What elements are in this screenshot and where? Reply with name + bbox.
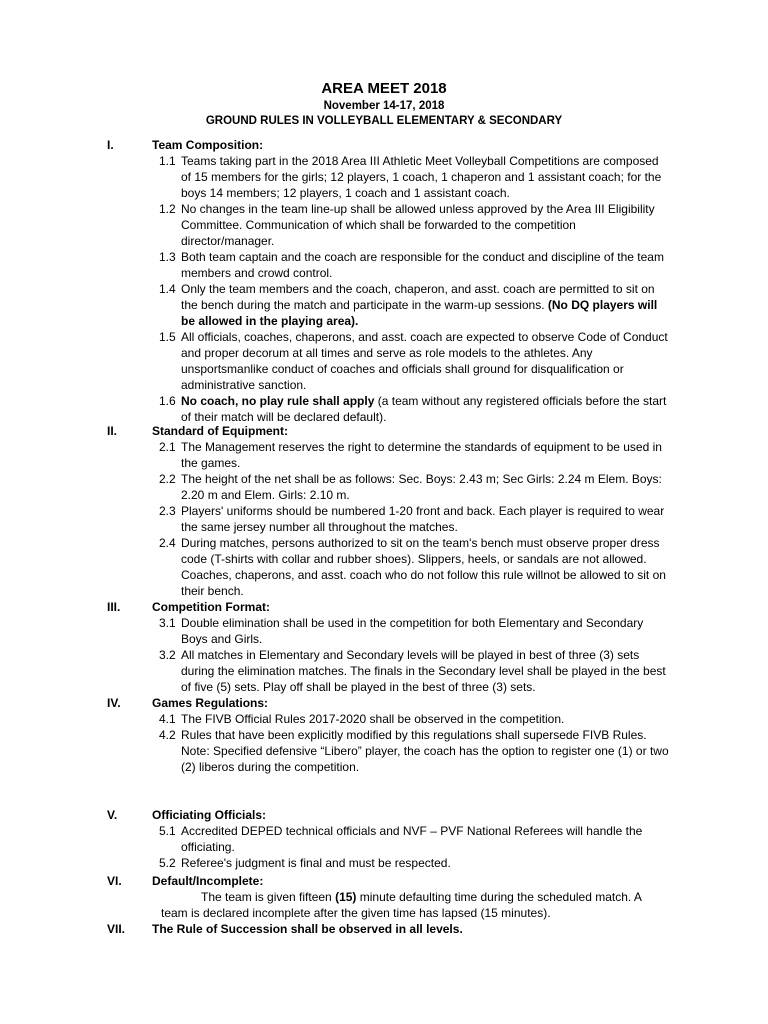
rule-number: 2.1 [159,440,176,454]
rule-item [0,471,671,503]
section-title: The Rule of Succession shall be observed in all levels. [152,922,463,936]
section-number: V. [107,808,118,822]
rule-text-emphasis: No coach, no play rule shall apply [181,394,375,408]
rule-item [0,855,671,871]
section-title: Officiating Officials: [152,808,267,822]
section-heading [0,807,768,823]
rule-number: 3.1 [159,616,176,630]
rule-item [0,439,671,471]
rule-list [0,153,768,425]
section-heading [0,873,768,889]
rule-number: 1.3 [159,250,176,264]
section-number: IV. [107,696,121,710]
rule-item [0,615,671,647]
section-number: I. [107,138,114,152]
rule-text: No changes in the team line-up shall be allowed unless approved by the Area III Eligibility Committee. Communication of which shall be forwarded to the competition director/manager. [181,202,655,248]
section-heading [0,599,768,615]
rule-text: During matches, persons authorized to sit on the team's bench must observe proper dress code (T-shirts with collar and rubber shoes). Slippers, heels, or sandals are not allowed. Coaches, chaperons, and asst. coach who do not follow this rule willnot be allowed to sit on their bench. [181,536,666,598]
rule-number: 1.4 [159,282,176,296]
section-heading [0,695,768,711]
rule-item [0,647,671,695]
rule-number: 3.2 [159,648,176,662]
rule-text: All officials, coaches, chaperons, and asst. coach are expected to observe Code of Conduct and proper decorum at all times and serve as role models to the athletes. Any unsportsmanlike conduct of coaches and officials shall ground for disqualification or administrative sanction. [181,330,668,392]
rule-text: The Management reserves the right to determine the standards of equipment to be used in the games. [181,440,662,470]
rule-list [0,439,768,599]
rule-number: 2.3 [159,504,176,518]
rule-text: The FIVB Official Rules 2017-2020 shall be observed in the competition. [181,712,565,726]
section-title: Default/Incomplete: [152,874,264,888]
paragraph-emphasis: (15) [335,890,357,904]
section-title: Standard of Equipment: [152,424,288,438]
rule-item [0,281,671,329]
rule-list [0,823,768,871]
rule-text: Double elimination shall be used in the competition for both Elementary and Secondary Boys and Girls. [181,616,644,646]
section-heading [0,423,768,439]
rule-item [0,727,671,775]
section-games-regulations [0,695,768,775]
section-number: II. [107,424,118,438]
rule-item [0,535,671,599]
paragraph-text: minute defaulting time during the scheduled match. A team is declared incomplete after the given time has lapsed (15 minutes). [161,890,642,920]
rule-number: 2.2 [159,472,176,486]
page-subtitle: GROUND RULES IN VOLLEYBALL ELEMENTARY & SECONDARY [205,115,563,127]
section-heading [0,921,768,937]
rule-number: 5.2 [159,856,176,870]
rule-item [0,153,671,201]
rule-text: Both team captain and the coach are responsible for the conduct and discipline of the team members and crowd control. [181,250,664,280]
rule-list [0,711,768,775]
section-title: Competition Format: [152,600,270,614]
rule-number: 2.4 [159,536,176,550]
rule-text: Rules that have been explicitly modified by this regulations shall supersede FIVB Rules. Note: Specified defensive “Libero” player, the coach has the option to register one (1) or two (2) liberos during the competition. [181,728,669,774]
rule-item [0,249,671,281]
rule-number: 1.1 [159,154,176,168]
rule-number: 1.5 [159,330,176,344]
rule-list [0,615,768,695]
section-rule-of-succession [0,921,768,937]
rule-text: The height of the net shall be as follows: Sec. Boys: 2.43 m; Sec Girls: 2.24 m Elem. Boys: 2.20 m and Elem. Girls: 2.10 m. [181,472,662,502]
rule-number: 4.2 [159,728,176,742]
rule-text: Only the team members and the coach, chaperon, and asst. coach are permitted to sit on the bench during the match and participate in the warm-up sessions. [181,282,655,312]
section-paragraph [0,889,671,921]
rule-number: 1.2 [159,202,176,216]
rule-text: All matches in Elementary and Secondary levels will be played in best of three (3) sets during the elimination matches. The finals in the Secondary level shall be played in the best of five (5) sets. Play off shall be played in the best of three (3) sets. [181,648,666,694]
event-date: November 14-17, 2018 [323,100,445,112]
paragraph-text: The team is given fifteen [201,890,336,904]
page-title: AREA MEET 2018 [321,80,447,97]
section-number: VII. [107,922,126,936]
section-team-composition [0,137,768,425]
section-standard-of-equipment [0,423,768,599]
rule-number: 5.1 [159,824,176,838]
rule-text: (a team without any registered officials before the start of their match will be declared default). [181,394,667,424]
rule-item [0,393,671,425]
document-header [0,80,768,129]
rule-text: Teams taking part in the 2018 Area III Athletic Meet Volleyball Competitions are composed of 15 members for the girls; 12 players, 1 coach, 1 chaperon and 1 assistant coach; for the boys 14 members; 12 players, 1 coach and 1 assistant coach. [181,154,662,200]
rule-item [0,201,671,249]
section-default-incomplete [0,873,768,921]
section-officiating-officials [0,807,768,871]
rule-item [0,329,671,393]
rule-item [0,823,671,855]
rule-item [0,711,671,727]
section-title: Team Composition: [152,138,264,152]
rule-number: 1.6 [159,394,176,408]
rule-number: 4.1 [159,712,176,726]
section-number: VI. [107,874,122,888]
rule-text: Referee's judgment is final and must be respected. [181,856,451,870]
section-title: Games Regulations: [152,696,269,710]
rule-text: Players' uniforms should be numbered 1-20 front and back. Each player is required to wear the same jersey number all throughout the matches. [181,504,665,534]
rule-item [0,503,671,535]
section-competition-format [0,599,768,695]
section-number: III. [107,600,121,614]
rule-text: Accredited DEPED technical officials and NVF – PVF National Referees will handle the officiating. [181,824,643,854]
rule-text-emphasis: (No DQ players will be allowed in the playing area). [181,298,658,328]
section-heading [0,137,768,153]
